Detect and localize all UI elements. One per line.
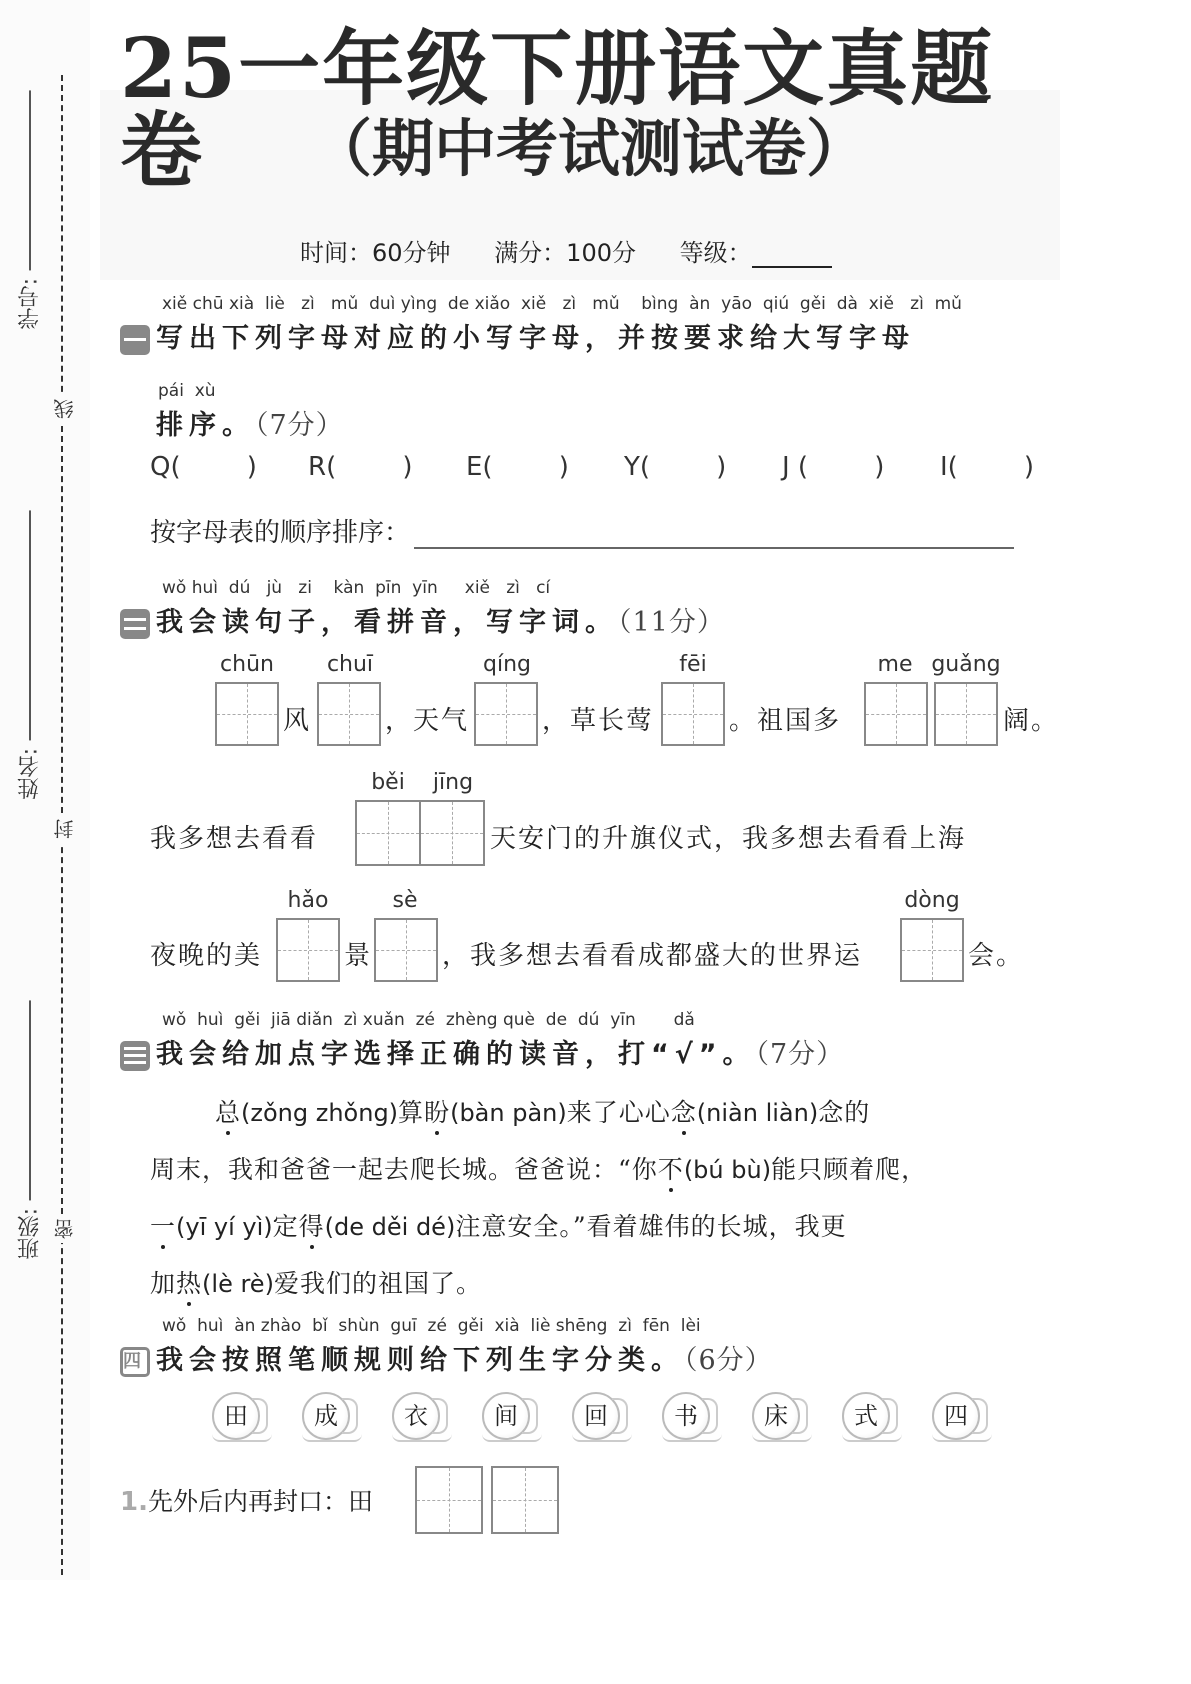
seal-tag-secret: 密 [50,1215,74,1243]
reading-options[interactable]: (niàn liàn) [696,1099,819,1127]
dotted-char: 得 [298,1212,325,1241]
snail-foot [392,1434,452,1442]
class-label: 班级: [17,1208,43,1260]
char-box-fei[interactable] [661,682,725,746]
snail-foot [662,1434,722,1442]
seal-tag-seal: 封 [50,815,74,843]
pinyin-dong: dòng [904,888,960,913]
reading-options[interactable]: (yī yí yì) [176,1213,273,1241]
question-number: 1. [120,1487,148,1517]
snail-char [752,1390,814,1442]
reading-line-2 [150,1150,927,1186]
dotted-char: 不 [657,1155,684,1184]
alphabet-order-label: 按字母表的顺序排序： [150,518,411,548]
character-snails [212,1390,994,1442]
snail-head-icon [972,1398,988,1434]
char-box-dong[interactable] [900,918,964,982]
student-id-line[interactable] [29,90,31,270]
snail-shell-icon: 间 [482,1392,530,1440]
page-subtitle: （期中考试测试卷） [310,112,869,185]
section-3-score: （7分） [755,1039,845,1070]
snail-foot [302,1434,362,1442]
pinyin-bei: běi [371,770,405,795]
section-2 [120,578,725,639]
text: 能只顾着爬， [771,1155,928,1184]
snail-char [662,1390,724,1442]
grade-label: 等级： [679,239,752,267]
snail-head-icon [702,1398,718,1434]
letter-blank-r[interactable]: R( ) [308,452,413,482]
text: 周末，我和爸爸一起去爬长城。爸爸说：“你 [150,1155,658,1184]
name-line[interactable] [29,510,31,740]
char-box-hao[interactable] [276,918,340,982]
char-box-chun[interactable] [215,682,279,746]
student-id-label: 学号: [17,278,43,330]
letter-blank-i[interactable]: I( ) [940,452,1035,482]
text-zuguoduo: 。祖国多 [729,706,842,736]
answer-box-1[interactable] [415,1466,483,1534]
snail-foot [212,1434,272,1442]
reading-options[interactable]: (zǒng zhǒng) [241,1099,399,1127]
section-3-heading [120,1032,844,1071]
text: 来了心心 [566,1098,671,1127]
pinyin-jing: jīng [432,770,474,795]
reading-options[interactable]: (bú bù) [683,1156,772,1184]
char-box-qing[interactable] [474,682,538,746]
snail-head-icon [882,1398,898,1434]
section-2-score: （11分） [618,607,725,638]
snail-foot [842,1434,902,1442]
section-1-heading-2 [156,403,962,442]
dotted-char: 念 [670,1098,697,1127]
snail-foot [482,1434,542,1442]
section-two-icon [120,609,150,639]
text-line3-2: 景 [344,941,373,971]
reading-line-3 [150,1207,847,1243]
char-box-chui[interactable] [317,682,381,746]
dotted-char: 热 [176,1269,203,1298]
dotted-char: 总 [215,1098,242,1127]
char-box-guang[interactable] [934,682,998,746]
grade-blank[interactable] [752,246,832,268]
section-4-heading-text: 我会按照笔顺规则给下列生字分类。 [156,1345,684,1376]
snail-shell-icon: 式 [842,1392,890,1440]
name-label: 姓名: [17,748,43,800]
section-one-icon [120,325,150,355]
text-line3-1: 夜晚的美 [150,941,263,971]
text-line2-after: 天安门的升旗仪式，我多想去看看上海 [490,824,967,854]
char-box-jing[interactable] [419,800,485,866]
pinyin-qing: qíng [483,652,531,677]
snail-char [302,1390,364,1442]
section-3-heading-text: 我会给加点字选择正确的读音，打“√”。 [156,1039,756,1070]
reading-options[interactable]: (de děi dé) [324,1213,456,1241]
name-field[interactable] [15,510,45,799]
section-2-heading [120,600,725,639]
exam-time: 时间：60分钟 [300,239,451,267]
question-1-example: 田 [347,1487,373,1516]
section-1-pinyin-2: pái xù [158,381,216,401]
reading-options[interactable]: (lè rè) [202,1270,274,1298]
pinyin-fei: fēi [679,652,707,677]
letter-blank-e[interactable]: E( ) [466,452,569,482]
snail-shell-icon: 四 [932,1392,980,1440]
section-4 [120,1316,773,1377]
text-caozhangying: ，草长莺 [542,706,655,736]
class-field[interactable] [15,1000,45,1259]
text-line2-before: 我多想去看看 [150,824,319,854]
dotted-char: 盼 [424,1098,451,1127]
student-id-field[interactable] [15,90,45,329]
pinyin-chui: chuī [326,652,374,677]
text-kuo: 阔。 [1003,706,1060,736]
letter-blanks [150,452,1098,482]
section-4-pinyin: wǒ huì àn zhào bǐ shùn guī zé gěi xià liè shēng zì fēn lèi [162,1316,701,1336]
full-score: 满分：100分 [494,239,636,267]
snail-head-icon [432,1398,448,1434]
text: 注意安全。”看着雄伟的长城，我更 [455,1212,847,1241]
seal-tag-line: 线 [50,395,74,423]
pinyin-guang: guǎng [931,652,1001,677]
snail-char [572,1390,634,1442]
snail-head-icon [342,1398,358,1434]
section-2-pinyin: wǒ huì dú jù zi kàn pīn yīn xiě zì cí [162,578,551,598]
text-feng: 风 [283,706,312,736]
alphabet-order-answer-line[interactable] [414,517,1014,549]
section-three-icon [120,1041,150,1071]
reading-options[interactable]: (bàn pàn) [450,1099,567,1127]
dotted-char: 一 [150,1212,177,1241]
text: 算 [398,1098,425,1127]
letter-blank-y[interactable]: Y( ) [624,452,727,482]
text-line3-4: 会。 [968,941,1025,971]
section-2-heading-text: 我会读句子，看拼音，写字词。 [156,607,618,638]
section-1-pinyin: xiě chū xià liè zì mǔ duì yìng de xiǎo xiě zì mǔ bìng àn yāo qiú gěi dà xiě zì mǔ [162,294,962,314]
snail-head-icon [522,1398,538,1434]
snail-foot [572,1434,632,1442]
section-3 [120,1010,844,1071]
char-box-me[interactable] [864,682,928,746]
exam-meta [300,233,832,268]
snail-head-icon [792,1398,808,1434]
text: 加 [150,1269,177,1298]
reading-line-4 [150,1264,482,1300]
text-tianqi: ，天气 [385,706,470,736]
alphabet-order-row [150,512,1014,549]
page-title: 25一年级下册语文真题卷 [120,21,995,199]
snail-char [482,1390,544,1442]
snail-foot [752,1434,812,1442]
answer-box-2[interactable] [491,1466,559,1534]
snail-head-icon [252,1398,268,1434]
snail-char [932,1390,994,1442]
section-1-heading-text: 写出下列字母对应的小写字母，并按要求给大写字母 [156,323,915,354]
snail-head-icon [612,1398,628,1434]
pinyin-se: sè [392,888,418,913]
section-1 [120,294,962,442]
text: 念的 [818,1098,871,1127]
question-1-label: 先外后内再封口： [147,1487,348,1516]
reading-line-1 [215,1093,870,1129]
section-4-heading [120,1338,773,1377]
snail-shell-icon: 田 [212,1392,260,1440]
class-line[interactable] [29,1000,31,1200]
pinyin-me: me [877,652,913,677]
snail-shell-icon: 衣 [392,1392,440,1440]
text: 爱我们的祖国了。 [273,1269,482,1298]
letter-blank-j[interactable]: J ( ) [782,452,885,482]
text: 定 [272,1212,299,1241]
section-4-score: （6分） [684,1345,773,1376]
snail-shell-icon: 床 [752,1392,800,1440]
char-box-bei[interactable] [355,800,421,866]
snail-foot [932,1434,992,1442]
letter-blank-q[interactable]: Q( ) [150,452,257,482]
char-box-se[interactable] [374,918,438,982]
snail-char [392,1390,454,1442]
pinyin-chun: chūn [220,652,274,677]
snail-char [842,1390,904,1442]
section-3-pinyin: wǒ huì gěi jiā diǎn zì xuǎn zé zhèng què de dú yīn dǎ [162,1010,695,1030]
question-1 [120,1482,373,1518]
snail-shell-icon: 书 [662,1392,710,1440]
pinyin-hao: hǎo [287,888,329,913]
section-four-icon: 四 [120,1347,150,1377]
section-1-heading [120,316,962,355]
snail-shell-icon: 回 [572,1392,620,1440]
section-1-heading-2-text: 排序。 [156,410,255,441]
snail-shell-icon: 成 [302,1392,350,1440]
snail-char [212,1390,274,1442]
text-line3-3: ，我多想去看看成都盛大的世界运 [442,941,863,971]
section-1-score: （7分） [255,410,344,441]
